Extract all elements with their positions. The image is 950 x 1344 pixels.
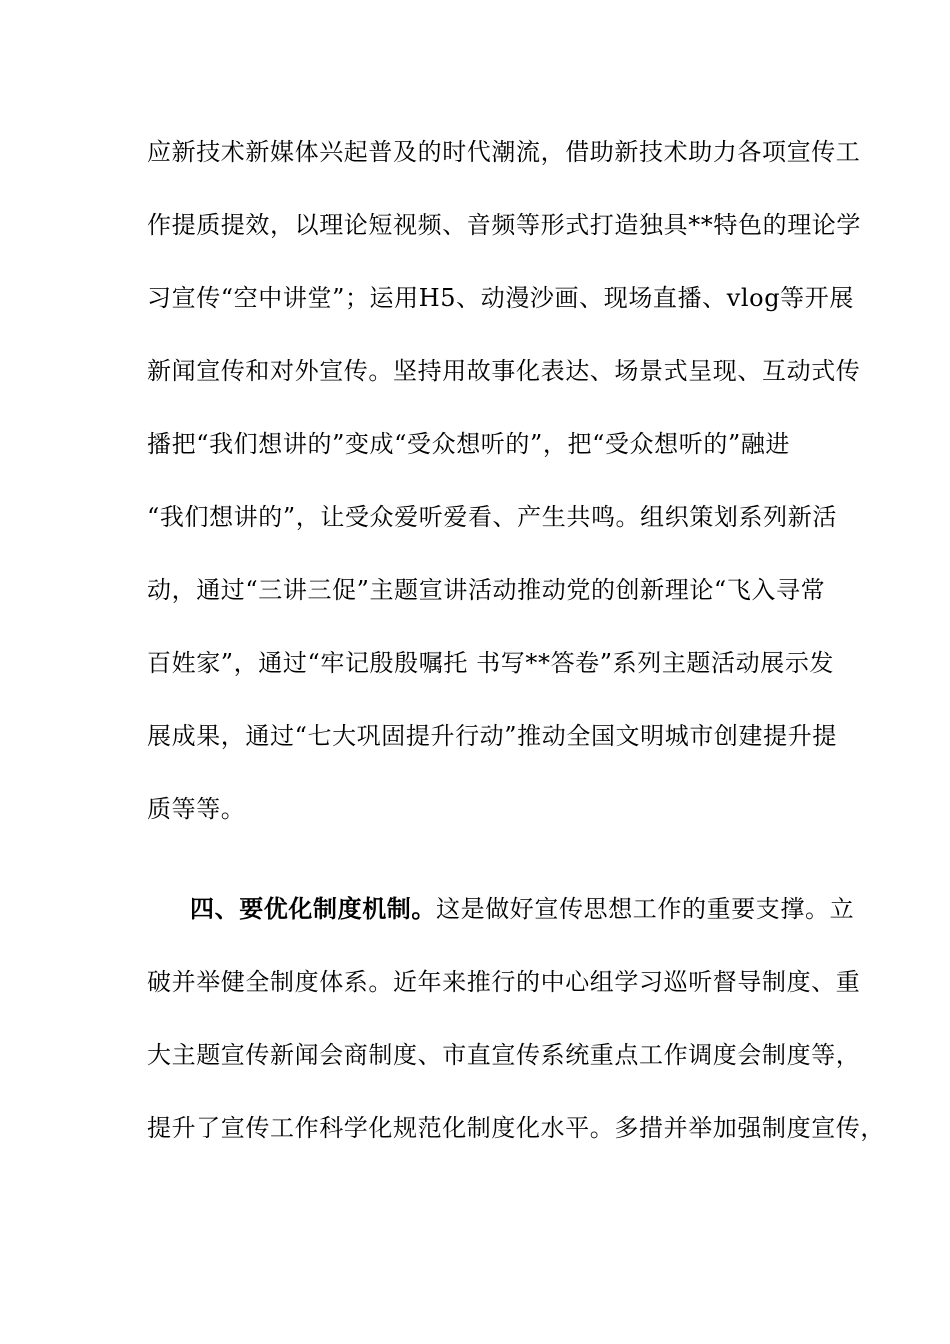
- paragraph-2-line-4: 提升了宣传工作科学化规范化制度化水平。多措并举加强制度宣传，: [147, 1114, 885, 1142]
- paragraph-1-line-6: “我们想讲的”，让受众爱听爱看、产生共鸣。组织策划系列新活: [147, 503, 837, 531]
- paragraph-1-line-3: 习宣传“空中讲堂”；运用H5、动漫沙画、现场直播、vlog等开展: [147, 284, 854, 312]
- paragraph-1-line-10: 质等等。: [147, 795, 246, 823]
- paragraph-1-line-5: 播把“我们想讲的”变成“受众想听的”，把“受众想听的”融进: [147, 430, 791, 458]
- paragraph-2-line-3: 大主题宣传新闻会商制度、市直宣传系统重点工作调度会制度等，: [147, 1041, 861, 1069]
- paragraph-2-line-1: [190, 894, 855, 924]
- paragraph-1-line-9: 展成果，通过“七大巩固提升行动”推动全国文明城市创建提升提: [147, 722, 837, 750]
- paragraph-2-line-2: 破并举健全制度体系。近年来推行的中心组学习巡听督导制度、重: [147, 968, 861, 996]
- paragraph-1-line-1: 应新技术新媒体兴起普及的时代潮流，借助新技术助力各项宣传工: [147, 138, 861, 166]
- section-heading: 四、要优化制度机制。: [190, 894, 436, 923]
- paragraph-1-line-7: 动，通过“三讲三促”主题宣讲活动推动党的创新理论“飞入寻常: [147, 576, 826, 604]
- paragraph-1-line-2: 作提质提效，以理论短视频、音频等形式打造独具**特色的理论学: [147, 211, 861, 239]
- paragraph-1-line-4: 新闻宣传和对外宣传。坚持用故事化表达、场景式呈现、互动式传: [147, 357, 861, 385]
- paragraph-1-line-8: 百姓家”，通过“牢记殷殷嘱托 书写**答卷”系列主题活动展示发: [147, 649, 835, 677]
- paragraph-2-line-1-text: 这是做好宣传思想工作的重要支撑。立: [436, 895, 855, 923]
